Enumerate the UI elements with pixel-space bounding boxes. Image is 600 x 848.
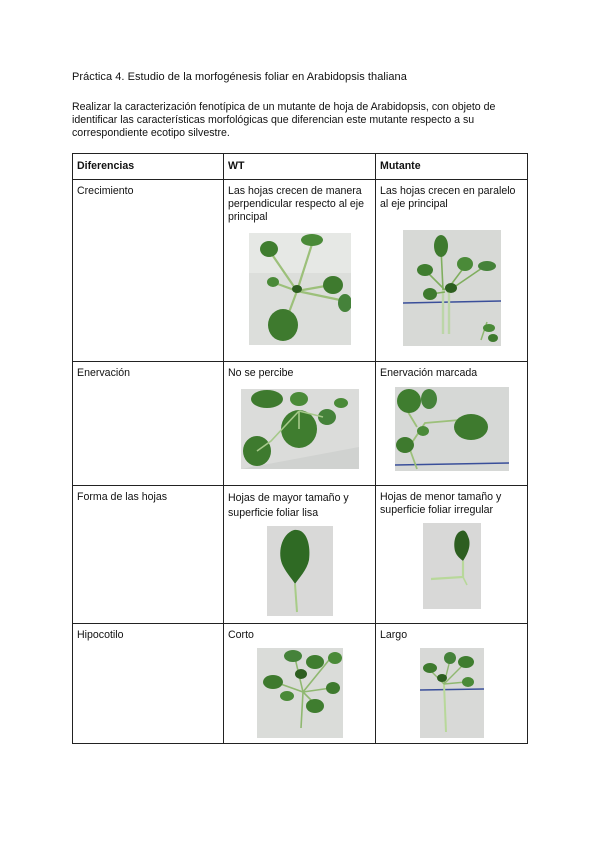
- trait-label: Forma de las hojas: [77, 491, 168, 503]
- header-differences: Diferencias: [73, 154, 224, 180]
- mutant-hypocotyl-photo: [420, 648, 484, 738]
- mutant-description: Largo: [380, 629, 408, 641]
- wt-plant-photo: [249, 233, 351, 345]
- wt-hypocotyl-photo: [257, 648, 343, 738]
- trait-cell: [73, 624, 224, 744]
- wt-leaf-venation-photo: [241, 389, 359, 469]
- wt-cell: [224, 362, 376, 486]
- phenotype-table: [72, 153, 528, 744]
- trait-cell: [73, 486, 224, 624]
- wt-description: Hojas de mayor tamaño y superficie foliar lisa: [228, 492, 349, 519]
- mutant-leaf-shape-photo: [423, 523, 481, 609]
- mutant-description: Enervación marcada: [380, 367, 478, 379]
- wt-cell: [224, 624, 376, 744]
- trait-label: Crecimiento: [77, 185, 134, 197]
- page-title: Práctica 4. Estudio de la morfogénesis foliar en Arabidopsis thaliana: [72, 71, 407, 83]
- mutant-plant-photo: [403, 230, 501, 346]
- header-mutant: Mutante: [376, 154, 528, 180]
- wt-cell: [224, 486, 376, 624]
- intro-paragraph: Realizar la caracterización fenotípica de un mutante de hoja de Arabidopsis, con objeto de identificar las características morfológicas que diferencian este mutante respecto a su correspondiente ecotipo silvestre.: [72, 101, 496, 139]
- table-row: [73, 624, 528, 744]
- table-row: [73, 486, 528, 624]
- trait-label: Hipocotilo: [77, 629, 124, 641]
- mutant-leaf-venation-photo: [395, 387, 509, 471]
- wt-leaf-shape-photo: [267, 526, 333, 616]
- mutant-description: Hojas de menor tamaño y superficie foliar irregular: [380, 491, 502, 516]
- wt-cell: [224, 180, 376, 362]
- mutant-cell: [376, 362, 528, 486]
- table-row: [73, 362, 528, 486]
- table-header-row: [73, 154, 528, 180]
- wt-description: Las hojas crecen de manera perpendicular respecto al eje principal: [228, 185, 365, 223]
- mutant-description: Las hojas crecen en paralelo al eje principal: [380, 185, 516, 210]
- mutant-cell: [376, 486, 528, 624]
- wt-description: No se percibe: [228, 367, 294, 379]
- trait-cell: [73, 180, 224, 362]
- mutant-cell: [376, 624, 528, 744]
- header-wt: WT: [224, 154, 376, 180]
- table-row: [73, 180, 528, 362]
- trait-label: Enervación: [77, 367, 130, 379]
- wt-description: Corto: [228, 629, 254, 641]
- trait-cell: [73, 362, 224, 486]
- mutant-cell: [376, 180, 528, 362]
